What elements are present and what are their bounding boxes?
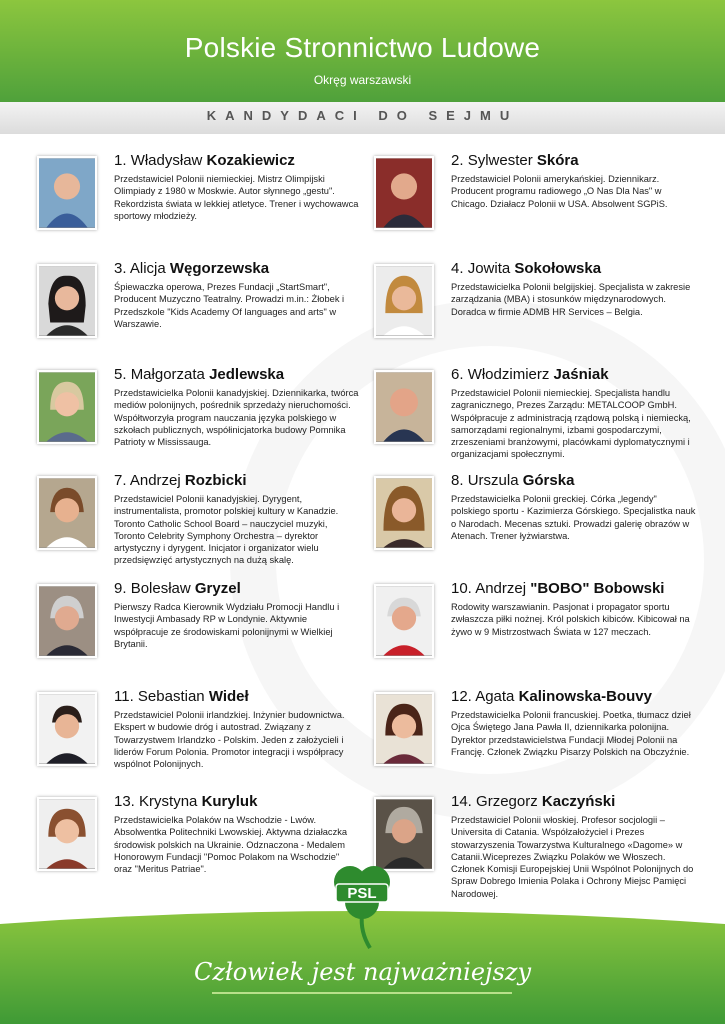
candidate-photo bbox=[37, 370, 97, 444]
candidate-name: 8. Urszula Górska bbox=[451, 472, 575, 489]
candidate-name: 11. Sebastian Wideł bbox=[114, 688, 249, 705]
candidate-description: Przedstawicielka Polonii greckiej. Córka „legendy" polskiego sportu - Kazimierza Górskiego. Specjalistka nauk o Narodach. Mecenas sztuki. Prowadzi galerię obrazów w Atenach. Trener łyżwiarstwa. bbox=[451, 494, 696, 541]
candidate-photo bbox=[37, 264, 97, 338]
candidate-name: 14. Grzegorz Kaczyński bbox=[451, 793, 616, 810]
candidate-description: Przedstawiciel Polonii kanadyjskiej. Dyrygent, instrumentalista, promotor polskiej kultury w Kanadzie. Toronto Catholic School Board – nauczyciel muzyki, Toronto Celebrity Symphony Orchestra – dyrektor artystyczny i dyrygent. Inicjator i organizator wielu przedsięwzięć artystycznych na dużą skalę. bbox=[114, 494, 339, 566]
party-title: Polskie Stronnictwo Ludowe bbox=[184, 32, 541, 63]
candidate-name: 10. Andrzej "BOBO" Bobowski bbox=[451, 580, 665, 597]
candidate-name: 13. Krystyna Kuryluk bbox=[114, 793, 258, 810]
psl-clover-logo bbox=[330, 862, 394, 950]
candidate-name: 5. Małgorzata Jedlewska bbox=[114, 366, 285, 383]
candidate-description: Przedstawiciel Polonii niemieckiej. Mistrz Olimpijski Olimpiady z 1980 w Moskwie. Autor słynnego „gestu". Rekordzista świata w lekkiej atletyce. Trener i wychowawca sportowy młodzieży. bbox=[114, 174, 359, 221]
section-band bbox=[0, 102, 725, 134]
candidate-description: Pierwszy Radca Kierownik Wydziału Promocji Handlu i Inwestycji Ambasady RP w Londynie. Aktywnie współpracuje ze środowiskami polonijnymi w Wielkiej Brytanii. bbox=[114, 602, 340, 649]
candidate-name: 6. Włodzimierz Jaśniak bbox=[451, 366, 609, 383]
candidate-description: Przedstawicielka Polonii belgijskiej. Specjalista w zakresie zarządzania (MBA) i stosunków międzynarodowych. Doradca w firmie ADMB HR Services – Belgia. bbox=[451, 282, 691, 317]
candidate-name: 9. Bolesław Gryzel bbox=[114, 580, 241, 597]
candidate-name: 4. Jowita Sokołowska bbox=[451, 260, 602, 277]
candidate-description: Przedstawiciel Polonii włoskiej. Profesor socjologii – Universita di Catania. Współzałożyciel i Prezes stowarzyszenia Towarzystwa Kulturalnego «Dagome» w Catanii.Wiceprezes Związku Polaków we Włoszech. Członek Komisji Europejskiej Unii Wspólnot Polonijnych do Spraw Dobrego Imienia Polaka i Ochrony Miejsc Pamięci Narodowej. bbox=[451, 815, 694, 899]
candidate-photo bbox=[37, 584, 97, 658]
candidate-name: 2. Sylwester Skóra bbox=[451, 152, 579, 169]
candidate-description: Przedstawicielka Polonii kanadyjskiej. Dziennikarka, twórca mediów polonijnych, pośrednik sprzedaży nieruchomości. Współtworzyła program nauczania języka polskiego w szkołach publicznych, współinicjatorka budowy Pomnika Patrioty w Mississauga. bbox=[114, 388, 359, 448]
candidate-photo bbox=[374, 264, 434, 338]
candidate-photo bbox=[37, 476, 97, 550]
candidate-description: Przedstawicielka Polaków na Wschodzie - Lwów. Absolwentka Politechniki Lwowskiej. Aktywna działaczka środowisk polskich na Ukrainie. Odznaczona - Medalem Honorowym Fundacji "Pomoc Polakom na Wschodzie" oraz "Meritus Patriae". bbox=[114, 815, 348, 875]
candidate-name: 12. Agata Kalinowska-Bouvy bbox=[451, 688, 652, 705]
candidate-photo bbox=[374, 476, 434, 550]
slogan-underline bbox=[212, 992, 512, 994]
candidate-description: Przedstawiciel Polonii irlandzkiej. Inżynier budownictwa. Ekspert w budowie dróg i autostrad. Związany z Towarzystwem Irlandzko - Polskim. Jeden z założycieli i liderów Forum Polonia. Promotor integracji i współpracy wspólnot Polonijnych. bbox=[114, 710, 345, 770]
candidate-description: Przedstawicielka Polonii francuskiej. Poetka, tłumacz dzieł Ojca Świętego Jana Pawła II, dziennikarka polonijna. Dyrektor przedstawicielstwa Fundacji Młodej Polonii na Francję. Członek Związku Pisarzy Polskich na Obczyźnie. bbox=[451, 710, 691, 757]
candidate-name: 3. Alicja Węgorzewska bbox=[114, 260, 270, 277]
candidate-name: 7. Andrzej Rozbicki bbox=[114, 472, 247, 489]
candidate-photo bbox=[374, 370, 434, 444]
candidate-description: Śpiewaczka operowa, Prezes Fundacji „StartSmart", Producent Muzyczno Teatralny. Prowadzi m.in.: Żłobek i Przedszkole "Kids Academy Of languages and arts" w Warszawie. bbox=[114, 282, 345, 329]
svg-text:PSL: PSL bbox=[347, 885, 377, 902]
candidate-photo bbox=[37, 797, 97, 871]
candidate-description: Rodowity warszawianin. Pasjonat i propagator sportu zwłaszcza piłki nożnej. Król polskich kibiców. Kibicował na żywo w 9 Mistrzostwach Świata w 127 meczach. bbox=[451, 602, 690, 637]
candidate-photo bbox=[374, 156, 434, 230]
candidate-name: 1. Władysław Kozakiewicz bbox=[114, 152, 295, 169]
candidate-description: Przedstawiciel Polonii niemieckiej. Specjalista handlu zagranicznego, Prezes Zarządu: METALCOOP GmbH. Współpracuje z administracją rządową polską i niemiecką, samorządami regionalnymi, izbami gospodarczymi, zrzeszeniami branżowymi, placówkami dyplomatycznymi i organizacjami społecznymi. bbox=[451, 388, 691, 460]
district-subtitle: Okręg warszawski bbox=[313, 73, 412, 87]
candidate-photo bbox=[37, 156, 97, 230]
slogan: Człowiek jest najważniejszy bbox=[193, 958, 532, 986]
candidate-photo bbox=[374, 584, 434, 658]
candidate-photo bbox=[37, 692, 97, 766]
section-title: KANDYDACI DO SEJMU bbox=[206, 108, 519, 123]
candidate-photo bbox=[374, 692, 434, 766]
candidate-description: Przedstawiciel Polonii amerykańskiej. Dziennikarz. Producent programu radiowego „O Nas Dla Nas" w Chicago. Działacz Polonii w USA. Absolwent SGPiS. bbox=[451, 174, 668, 209]
header-banner bbox=[0, 0, 725, 102]
candidate-photo bbox=[374, 797, 434, 871]
